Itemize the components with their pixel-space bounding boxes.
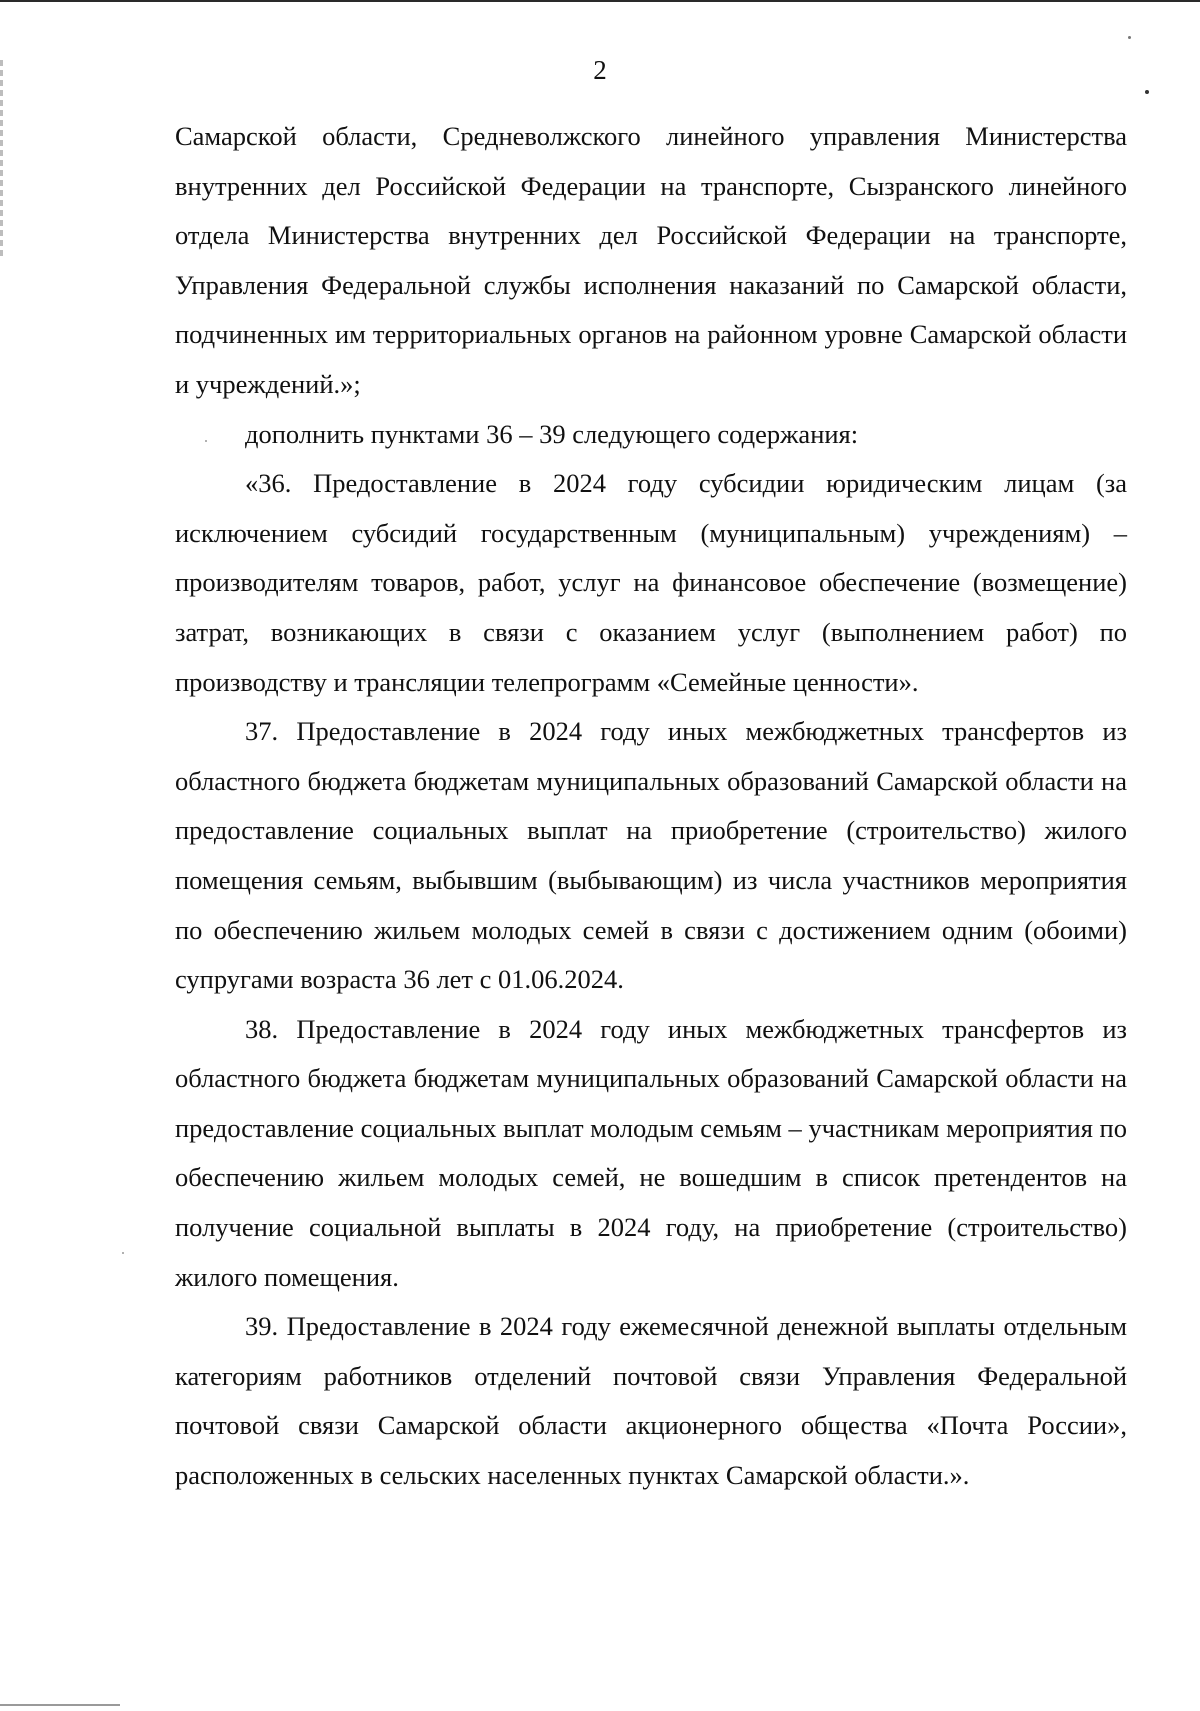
scan-speck xyxy=(1128,36,1131,39)
paragraph-amendment-intro: дополнить пунктами 36 – 39 следующего содержания: xyxy=(245,418,859,449)
scan-left-edge-mark xyxy=(0,60,3,260)
scan-speck xyxy=(122,1252,124,1254)
paragraph-item-36: «36. Предоставление в 2024 году субсидии юридическим лицам (за исключением субсидий государственным (муниципальным) учреждениям) – производителям товаров, работ, услуг на финансовое обеспечение (возмещение) затрат, возникающих в связи с оказанием услуг (выполнением работ) по производству и трансляции телепрограмм «Семейные ценности». xyxy=(175,468,1127,697)
scan-speck xyxy=(1145,90,1149,94)
paragraph-continuation: Самарской области, Средневолжского линейного управления Министерства внутренних дел Российской Федерации на транспорте, Сызранского линейного отдела Министерства внутренних дел Российской Федерации на транспорте, Управления Федеральной службы исполнения наказаний по Самарской области, подчиненных им территориальных органов на районном уровне Самарской области и учреждений.»; xyxy=(175,121,1127,399)
scan-bottom-edge-mark xyxy=(0,1704,120,1706)
scan-top-edge xyxy=(0,0,1200,2)
paragraph-item-37: 37. Предоставление в 2024 году иных межбюджетных трансфертов из областного бюджета бюджетам муниципальных образований Самарской области на предоставление социальных выплат на приобретение (строительство) жилого помещения семьям, выбывшим (выбывающим) из числа участников мероприятия по обеспечению жильем молодых семей в связи с достижением одним (обоими) супругами возраста 36 лет с 01.06.2024. xyxy=(175,716,1127,995)
document-body xyxy=(175,112,1127,1501)
paragraph-item-38: 38. Предоставление в 2024 году иных межбюджетных трансфертов из областного бюджета бюджетам муниципальных образований Самарской области на предоставление социальных выплат молодым семьям – участникам мероприятия по обеспечению жильем молодых семей, не вошедшим в список претендентов на получение социальной выплаты в 2024 году, на приобретение (строительство) жилого помещения. xyxy=(175,1013,1127,1292)
page-number: 2 xyxy=(593,55,607,85)
paragraph-item-39: 39. Предоставление в 2024 году ежемесячной денежной выплаты отдельным категориям работников отделений почтовой связи Управления Федеральной почтовой связи Самарской области акционерного общества «Почта России», расположенных в сельских населенных пунктах Самарской области.». xyxy=(175,1311,1127,1491)
